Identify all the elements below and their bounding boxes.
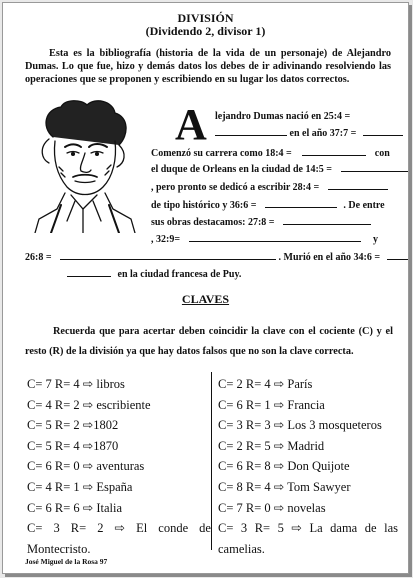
story-line-8 (151, 233, 378, 245)
answer-blank[interactable] (341, 163, 410, 172)
claves-heading: CLAVES (181, 292, 230, 306)
story-line-3 (151, 147, 390, 159)
answer-blank[interactable] (189, 233, 361, 242)
story-text: sus obras destacamos: 27:8 = (151, 217, 275, 228)
answer-blank[interactable] (283, 216, 371, 225)
column-divider (211, 372, 212, 550)
story-line-10 (67, 268, 241, 280)
story-line-4 (151, 163, 409, 175)
story-text: en el año 37:7 = (289, 128, 357, 139)
story-text: de tipo histórico y 36:6 = (151, 200, 257, 211)
dumas-portrait-illustration (31, 97, 137, 233)
answer-blank[interactable] (363, 127, 403, 136)
key-item: C= 6 R= 0 ⇨ aventuras (27, 459, 145, 474)
story-text: con (374, 148, 390, 159)
story-text: , 32:9= (151, 234, 181, 245)
story-text: lejandro Dumas nació en 25:4 = (215, 111, 351, 122)
key-item: C= 2 R= 4 ⇨ París (218, 377, 313, 391)
claves-instructions: Recuerda que para acertar deben coincidir la clave con el cociente (C) y el resto (R) de la división ya que hay datos falsos que no son la clave correcta. (25, 326, 393, 357)
page-title: DIVISIÓN (177, 11, 234, 25)
key-item: C= 4 R= 2 ⇨ escribiente (27, 397, 151, 412)
answer-blank[interactable] (215, 127, 287, 136)
story-line-6 (151, 199, 385, 211)
story-line-9 (25, 251, 409, 263)
key-item: C= 3 R= 2 ⇨ El conde de Montecristo. (27, 521, 211, 556)
page-subtitle: (Dividendo 2, divisor 1) (145, 24, 266, 38)
key-item: C= 5 R= 2 ⇨1802 (27, 418, 119, 433)
intro-paragraph: Esta es la bibliografía (historia de la vida de un personaje) de Alejandro Dumas. Lo que fue, hizo y demás datos los debes de ir adivinando resolviendo las operaciones que se proponen y escribiendo en su lugar los datos correctos. (25, 48, 391, 86)
key-item: C= 2 R= 5 ⇨ Madrid (218, 438, 325, 453)
worksheet-page (2, 2, 409, 574)
answer-blank[interactable] (302, 147, 366, 156)
story-line-1 (215, 111, 350, 122)
story-text: y (373, 234, 379, 245)
key-item: C= 3 R= 3 ⇨ Los 3 mosqueteros (218, 418, 382, 433)
story-line-5 (151, 181, 388, 193)
answer-blank[interactable] (67, 268, 111, 277)
answer-blank[interactable] (60, 251, 276, 260)
key-item: C= 3 R= 5 ⇨ La dama de las camelias. (218, 521, 398, 556)
story-text: . Murió en el año 34:6 = (278, 252, 381, 263)
key-item: C= 4 R= 1 ⇨ España (27, 479, 133, 494)
answer-blank[interactable] (328, 181, 388, 190)
key-item: C= 6 R= 1 ⇨ Francia (218, 397, 325, 412)
story-text: Comenzó su carrera como 18:4 = (151, 148, 292, 159)
author-credit: José Miguel de la Rosa 97 (25, 557, 108, 566)
story-line-2 (215, 127, 403, 139)
story-line-7 (151, 216, 371, 228)
story-text: . De entre (343, 200, 385, 211)
key-item: C= 8 R= 4 ⇨ Tom Sawyer (218, 479, 351, 494)
key-item: C= 7 R= 4 ⇨ libros (27, 377, 125, 391)
story-text: el duque de Orleans en la ciudad de 14:5 = (151, 164, 332, 175)
key-item: C= 6 R= 8 ⇨ Don Quijote (218, 459, 350, 474)
key-item: C= 7 R= 0 ⇨ novelas (218, 500, 326, 515)
story-text: 26:8 = (25, 252, 52, 263)
story-text: , pero pronto se dedicó a escribir 28:4 = (151, 182, 320, 193)
drop-cap-letter: A (175, 100, 207, 149)
keys-right-column (218, 374, 398, 559)
keys-left-column (27, 374, 211, 559)
key-item: C= 6 R= 6 ⇨ Italia (27, 500, 123, 515)
answer-blank[interactable] (265, 199, 337, 208)
story-text: en la ciudad francesa de Puy. (117, 269, 242, 280)
key-item: C= 5 R= 4 ⇨1870 (27, 438, 119, 453)
answer-blank[interactable] (387, 251, 409, 260)
